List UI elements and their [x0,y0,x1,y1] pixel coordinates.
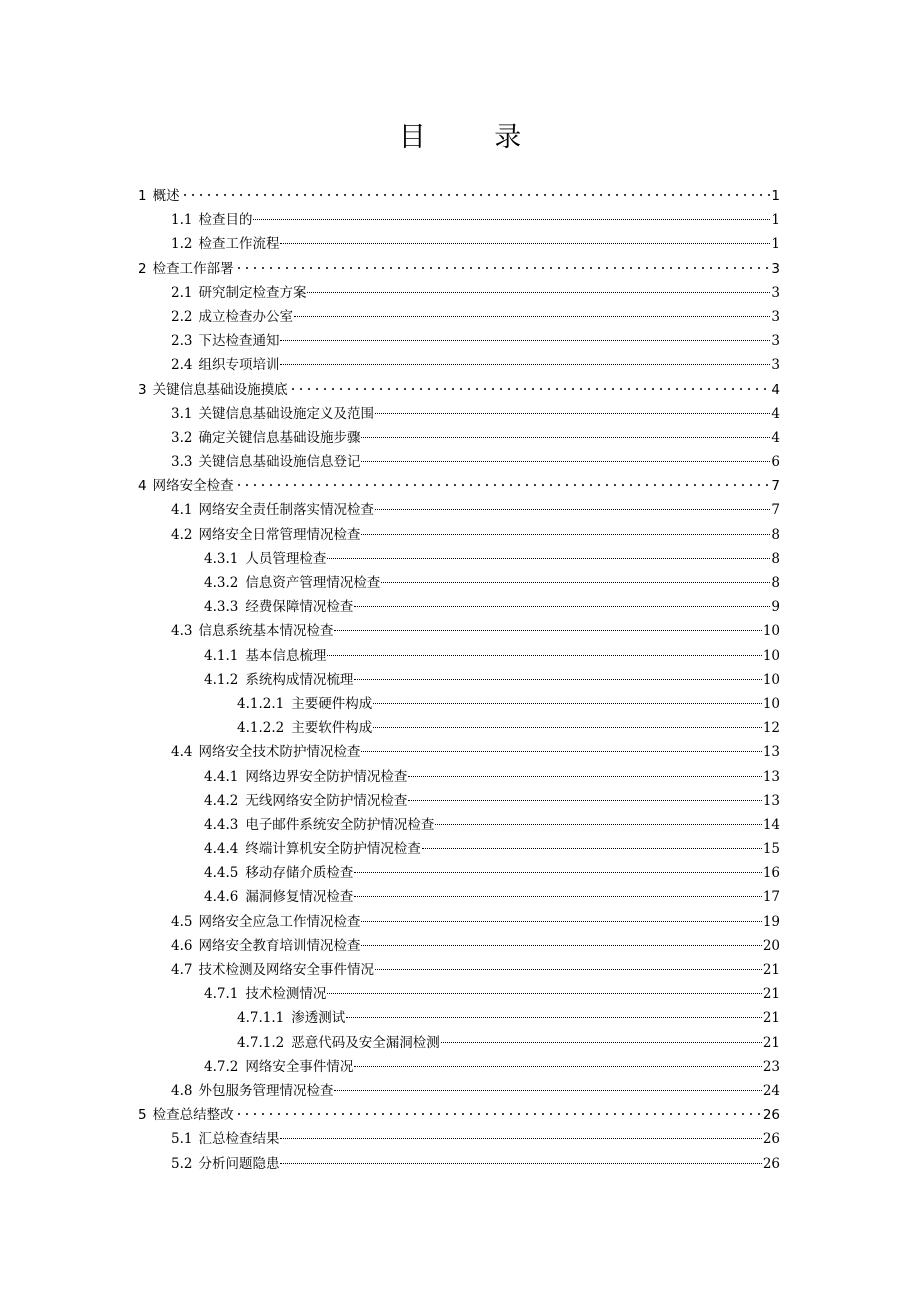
toc-entry-number: 4.4.6 [204,889,239,906]
toc-entry-title: 移动存储介质检查 [245,865,354,882]
toc-dot-leader [361,529,770,535]
toc-dot-leader [435,819,761,825]
toc-entry[interactable] [138,571,780,595]
toc-entry-page-number: 26 [762,1155,780,1172]
toc-dot-leader [327,988,761,994]
toc-entry[interactable] [138,716,780,740]
toc-entry-page-number: 17 [762,889,780,906]
toc-entry-number: 1 [138,188,147,204]
toc-entry-number: 4.4.2 [204,792,239,809]
toc-dot-leader [280,335,770,341]
toc-entry-number: 4.3.2 [204,575,239,591]
toc-entry-number: 4.7.1.2 [237,1034,285,1051]
toc-dot-leader [354,601,770,607]
toc-entry-number: 4.2 [171,526,193,543]
toc-entry-title: 关键信息基础设施信息登记 [198,454,361,471]
toc-entry-title: 无线网络安全防护情况检查 [245,792,408,809]
toc-entry-title: 网络安全技术防护情况检查 [198,744,361,761]
toc-entry-number: 4.1.2 [204,671,239,688]
toc-dot-leader [361,432,770,438]
toc-entry-page-number: 20 [762,937,780,954]
toc-entry[interactable] [138,619,780,643]
toc-entry-page-number: 7 [771,478,780,495]
toc-entry-title: 信息资产管理情况检查 [245,575,381,591]
toc-dot-leader [253,214,770,220]
toc-entry-page-number: 24 [762,1082,780,1099]
page-title: 目 录 [398,122,552,153]
toc-entry-page-number: 8 [771,575,780,591]
toc-entry-title: 漏洞修复情况检查 [245,889,354,906]
toc-entry-title: 技术检测及网络安全事件情况 [198,962,374,978]
toc-entry[interactable] [138,958,780,982]
toc-dot-leader [235,1109,762,1115]
toc-dot-leader [280,238,770,244]
toc-entry[interactable] [138,595,780,619]
toc-entry-number: 4.7.2 [204,1058,239,1075]
toc-entry-number: 3.2 [171,429,193,446]
toc-entry[interactable] [138,910,780,934]
toc-dot-leader [408,771,761,777]
toc-entry-page-number: 19 [762,913,780,930]
toc-entry-page-number: 21 [762,1010,780,1027]
toc-entry[interactable] [138,789,780,813]
toc-entry-number: 4.4.1 [204,768,239,785]
toc-entry-page-number: 1 [771,188,780,204]
toc-entry-page-number: 26 [762,1131,780,1148]
toc-entry-title: 确定关键信息基础设施步骤 [198,429,361,446]
toc-entry-number: 4.4 [171,744,193,761]
toc-entry-title: 关键信息基础设施摸底 [152,381,288,398]
toc-entry-title: 人员管理检查 [245,550,327,567]
toc-dot-leader [361,456,770,462]
toc-entry-page-number: 3 [771,260,780,277]
toc-entry-number: 2.4 [171,357,193,374]
toc-entry-title: 关键信息基础设施定义及范围 [198,405,374,422]
toc-entry-title: 成立检查办公室 [198,308,293,325]
toc-entry[interactable] [138,305,780,329]
toc-entry[interactable] [138,668,780,692]
toc-entry-page-number: 13 [762,744,780,761]
toc-entry-title: 终端计算机安全防护情况检查 [245,841,421,858]
toc-entry-page-number: 8 [771,526,780,543]
toc-dot-leader [181,190,771,196]
toc-entry-number: 4.3.3 [204,599,239,616]
toc-entry-title: 网络安全教育培训情况检查 [198,937,361,954]
toc-entry[interactable] [138,885,780,909]
toc-dot-leader [361,916,761,922]
toc-entry[interactable] [138,982,780,1006]
toc-entry[interactable] [138,232,780,256]
toc-entry-number: 4.4.3 [204,816,239,833]
toc-entry-page-number: 21 [762,986,780,1003]
toc-entry-title: 网络安全日常管理情况检查 [198,526,361,543]
toc-entry-number: 4.3 [171,623,193,640]
toc-entry-page-number: 4 [771,381,780,398]
toc-entry-title: 基本信息梳理 [245,647,327,664]
toc-entry[interactable] [138,813,780,837]
toc-dot-leader [408,795,761,801]
toc-dot-leader [422,843,762,849]
toc-entry[interactable] [138,1103,780,1127]
toc-entry-title: 检查总结整改 [152,1107,234,1124]
toc-dot-leader [361,940,761,946]
toc-entry-title: 网络安全责任制落实情况检查 [198,502,374,519]
toc-entry-number: 5.1 [171,1131,193,1148]
toc-entry-number: 2.2 [171,308,193,325]
toc-entry-title: 概述 [152,188,180,204]
toc-dot-leader [235,480,771,486]
toc-entry-number: 1.2 [171,236,193,253]
toc-entry-title: 外包服务管理情况检查 [198,1082,334,1099]
toc-entry-number: 4.4.4 [204,841,239,858]
toc-entry-number: 4.7 [171,962,193,978]
toc-entry-number: 5.2 [171,1155,193,1172]
toc-entry[interactable] [138,378,780,402]
toc-dot-leader [294,311,770,317]
toc-entry-page-number: 23 [762,1058,780,1075]
toc-dot-leader [354,891,761,897]
toc-entry[interactable] [138,402,780,426]
toc-entry[interactable] [138,547,780,571]
toc-entry-title: 信息系统基本情况检查 [198,623,334,640]
toc-entry-number: 5 [138,1107,147,1124]
toc-entry[interactable] [138,498,780,522]
toc-dot-leader [375,504,770,510]
toc-entry[interactable] [138,329,780,353]
toc-entry-page-number: 13 [762,768,780,785]
toc-entry-title: 恶意代码及安全漏洞检测 [291,1034,440,1051]
toc-entry[interactable] [138,474,780,498]
toc-entry-title: 经费保障情况检查 [245,599,354,616]
toc-entry-page-number: 1 [771,212,780,229]
toc-entry[interactable] [138,208,780,232]
toc-entry-number: 4.1.2.2 [237,720,285,737]
toc-entry-page-number: 1 [771,236,780,253]
toc-entry-title: 系统构成情况梳理 [245,671,354,688]
toc-entry-number: 4.8 [171,1082,193,1099]
toc-dot-leader [327,650,761,656]
toc-entry[interactable] [138,353,780,377]
toc-entry-title: 网络边界安全防护情况检查 [245,768,408,785]
toc-entry-title: 研究制定检查方案 [198,284,307,301]
toc-entry-number: 3 [138,381,147,398]
toc-entry-page-number: 26 [762,1107,780,1124]
toc-dot-leader [354,674,761,680]
toc-dot-leader [280,1158,761,1164]
toc-dot-leader [373,698,762,704]
toc-entry-title: 技术检测情况 [245,986,327,1003]
toc-dot-leader [381,577,770,583]
toc-entry-number: 2.1 [171,284,193,301]
toc-entry-page-number: 10 [762,671,780,688]
table-of-contents [138,184,780,1176]
toc-entry-title: 主要硬件构成 [291,695,373,712]
toc-entry-number: 4 [138,478,147,495]
toc-dot-leader [361,746,761,752]
toc-entry-title: 渗透测试 [291,1010,346,1027]
toc-dot-leader [441,1037,762,1043]
toc-entry-number: 2.3 [171,333,193,350]
toc-entry-number: 4.1.1 [204,647,239,664]
toc-entry-page-number: 10 [762,647,780,664]
toc-entry-page-number: 3 [771,333,780,350]
toc-entry-number: 4.7.1.1 [237,1010,285,1027]
toc-dot-leader [346,1012,762,1018]
toc-entry-page-number: 3 [771,308,780,325]
toc-entry-number: 1.1 [171,212,193,229]
toc-dot-leader [354,867,761,873]
toc-entry-title: 组织专项培训 [198,357,280,374]
toc-entry-number: 4.1 [171,502,193,519]
toc-entry-title: 网络安全检查 [152,478,234,495]
toc-entry-number: 3.1 [171,405,193,422]
toc-dot-leader [334,625,761,631]
toc-entry-title: 网络安全应急工作情况检查 [198,913,361,930]
toc-entry-title: 网络安全事件情况 [245,1058,354,1075]
toc-entry[interactable] [138,257,780,281]
toc-entry-number: 4.7.1 [204,986,239,1003]
toc-entry[interactable] [138,450,780,474]
toc-dot-leader [307,287,770,293]
toc-entry-title: 电子邮件系统安全防护情况检查 [245,816,435,833]
toc-entry[interactable] [138,837,780,861]
toc-entry[interactable] [138,1031,780,1055]
toc-entry-page-number: 3 [771,357,780,374]
toc-entry-page-number: 4 [771,429,780,446]
toc-entry-title: 主要软件构成 [291,720,373,737]
toc-entry-number: 4.4.5 [204,865,239,882]
toc-entry-page-number: 4 [771,405,780,422]
toc-entry-page-number: 12 [762,720,780,737]
toc-dot-leader [334,1085,761,1091]
toc-entry-number: 2 [138,260,147,277]
toc-entry[interactable] [138,1055,780,1079]
toc-entry[interactable] [138,281,780,305]
toc-entry-number: 3.3 [171,454,193,471]
toc-entry[interactable] [138,934,780,958]
toc-dot-leader [373,722,762,728]
toc-entry-page-number: 6 [771,454,780,471]
toc-entry-page-number: 8 [771,550,780,567]
toc-entry-title: 下达检查通知 [198,333,280,350]
toc-entry[interactable] [138,1079,780,1103]
toc-entry-title: 检查工作部署 [152,260,234,277]
toc-entry-page-number: 21 [762,1034,780,1051]
toc-entry-title: 检查工作流程 [198,236,280,253]
toc-entry[interactable] [138,692,780,716]
toc-entry-number: 4.1.2.1 [237,695,285,712]
toc-entry-page-number: 3 [771,284,780,301]
toc-entry[interactable] [138,765,780,789]
toc-entry-number: 4.5 [171,913,193,930]
toc-dot-leader [375,408,770,414]
toc-dot-leader [235,263,771,269]
toc-entry[interactable] [138,426,780,450]
toc-entry-page-number: 7 [771,502,780,519]
toc-entry-page-number: 16 [762,865,780,882]
toc-entry-title: 检查目的 [198,212,253,229]
toc-entry[interactable] [138,861,780,885]
toc-entry-title: 分析问题隐患 [198,1155,280,1172]
toc-dot-leader [354,1061,761,1067]
toc-dot-leader [280,359,770,365]
toc-entry[interactable] [138,1006,780,1030]
toc-entry[interactable] [138,523,780,547]
toc-entry-page-number: 10 [762,623,780,640]
toc-dot-leader [289,384,771,390]
toc-entry[interactable] [138,1127,780,1151]
toc-entry-title: 汇总检查结果 [198,1131,280,1148]
toc-entry-page-number: 14 [762,816,780,833]
toc-entry[interactable] [138,184,780,208]
toc-entry-page-number: 13 [762,792,780,809]
toc-entry-page-number: 10 [762,695,780,712]
toc-entry-page-number: 15 [762,841,780,858]
toc-entry-number: 4.6 [171,937,193,954]
toc-entry[interactable] [138,740,780,764]
toc-dot-leader [375,964,762,970]
toc-entry-page-number: 9 [771,599,780,616]
toc-dot-leader [327,553,770,559]
toc-entry[interactable] [138,1152,780,1176]
toc-entry[interactable] [138,644,780,668]
toc-dot-leader [280,1133,761,1139]
toc-entry-number: 4.3.1 [204,550,239,567]
toc-entry-page-number: 21 [762,962,780,978]
